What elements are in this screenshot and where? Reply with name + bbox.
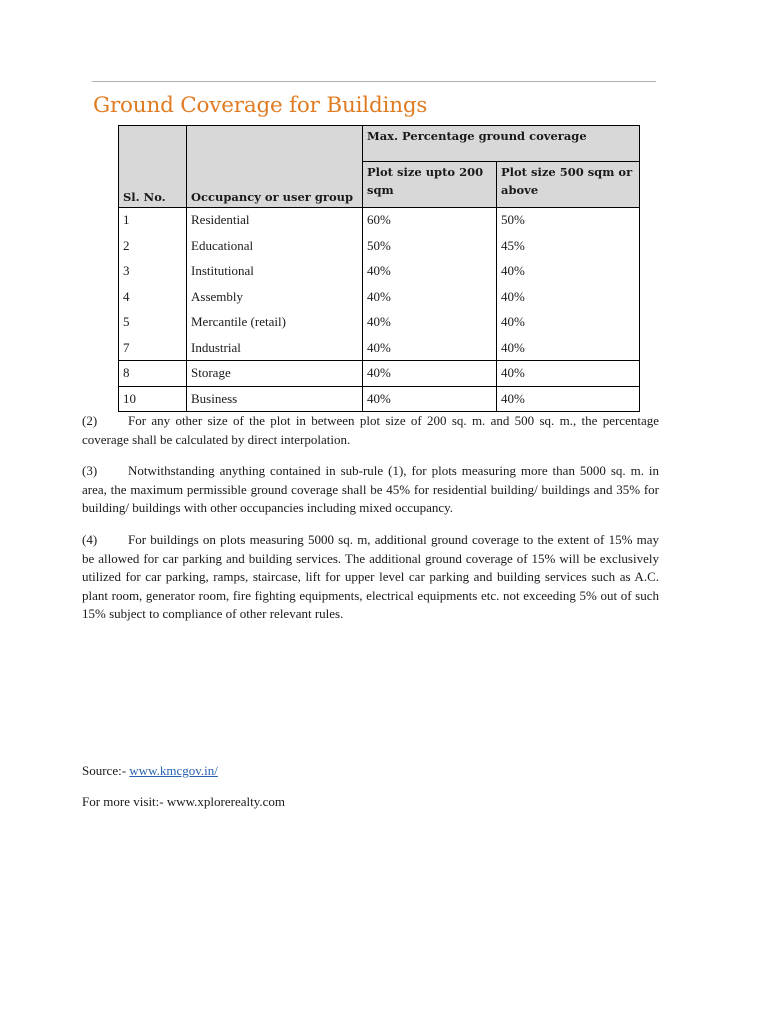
cell-plot-small: 60% <box>363 208 497 234</box>
header-occupancy: Occupancy or user group <box>187 126 363 208</box>
cell-occupancy: Assembly <box>187 284 363 310</box>
table-row <box>119 284 640 310</box>
cell-plot-large: 40% <box>497 310 640 336</box>
cell-occupancy: Business <box>187 386 363 412</box>
cell-plot-large: 40% <box>497 259 640 285</box>
paragraph-text: For any other size of the plot in between plot size of 200 sq. m. and 500 sq. m., the percentage coverage shall be calculated by direct interpolation. <box>82 413 659 447</box>
cell-occupancy: Industrial <box>187 335 363 361</box>
cell-plot-large: 50% <box>497 208 640 234</box>
table-row <box>119 335 640 361</box>
table-row <box>119 259 640 285</box>
cell-plot-small: 40% <box>363 386 497 412</box>
cell-plot-large: 40% <box>497 361 640 387</box>
source-line <box>82 763 218 779</box>
paragraph-2 <box>82 412 659 449</box>
table-row <box>119 386 640 412</box>
top-divider <box>92 81 656 82</box>
header-max-coverage: Max. Percentage ground coverage <box>363 126 640 162</box>
cell-sl: 1 <box>119 208 187 234</box>
cell-plot-large: 45% <box>497 233 640 259</box>
cell-sl: 5 <box>119 310 187 336</box>
paragraph-number: (2) <box>82 413 98 428</box>
paragraph-3 <box>82 462 659 518</box>
table-row <box>119 208 640 234</box>
table-row <box>119 361 640 387</box>
cell-sl: 10 <box>119 386 187 412</box>
cell-sl: 2 <box>119 233 187 259</box>
cell-occupancy: Mercantile (retail) <box>187 310 363 336</box>
table-row <box>119 310 640 336</box>
cell-plot-small: 40% <box>363 361 497 387</box>
more-visit-line: For more visit:- www.xplorerealty.com <box>82 794 286 809</box>
paragraph-text: Notwithstanding anything contained in sub-rule (1), for plots measuring more than 5000 sq. m. in area, the maximum permissible ground coverage shall be 45% for residential building/ buildings and 35% for building/ buildings with other occupancies including mixed occupancy. <box>82 463 659 515</box>
paragraph-4 <box>82 531 659 624</box>
source-label: Source:- <box>82 763 130 778</box>
cell-plot-small: 40% <box>363 310 497 336</box>
cell-sl: 8 <box>119 361 187 387</box>
cell-occupancy: Institutional <box>187 259 363 285</box>
cell-occupancy: Residential <box>187 208 363 234</box>
header-plot-small: Plot size upto 200 sqm <box>363 162 497 208</box>
paragraph-text: For buildings on plots measuring 5000 sq. m, additional ground coverage to the extent of 15% may be allowed for car parking and building services. The additional ground coverage of 15% will be exclusively utilized for car parking, ramps, staircase, lift for upper level car parking and building services such as A.C. plant room, generator room, fire fighting equipments, electrical equipments etc. not exceeding 5% out of such 15% subject to compliance of other relevant rules. <box>82 532 659 621</box>
cell-plot-large: 40% <box>497 335 640 361</box>
cell-occupancy: Educational <box>187 233 363 259</box>
header-sl-no: Sl. No. <box>119 126 187 208</box>
cell-sl: 7 <box>119 335 187 361</box>
table-row <box>119 233 640 259</box>
header-plot-large: Plot size 500 sqm or above <box>497 162 640 208</box>
cell-occupancy: Storage <box>187 361 363 387</box>
cell-sl: 4 <box>119 284 187 310</box>
cell-plot-small: 40% <box>363 284 497 310</box>
paragraph-number: (4) <box>82 532 98 547</box>
cell-plot-large: 40% <box>497 386 640 412</box>
cell-plot-small: 40% <box>363 259 497 285</box>
cell-plot-large: 40% <box>497 284 640 310</box>
cell-plot-small: 50% <box>363 233 497 259</box>
page-title: Ground Coverage for Buildings <box>93 93 428 118</box>
source-link[interactable]: www.kmcgov.in/ <box>129 763 218 778</box>
cell-plot-small: 40% <box>363 335 497 361</box>
ground-coverage-table <box>118 125 640 412</box>
paragraph-number: (3) <box>82 463 98 478</box>
cell-sl: 3 <box>119 259 187 285</box>
